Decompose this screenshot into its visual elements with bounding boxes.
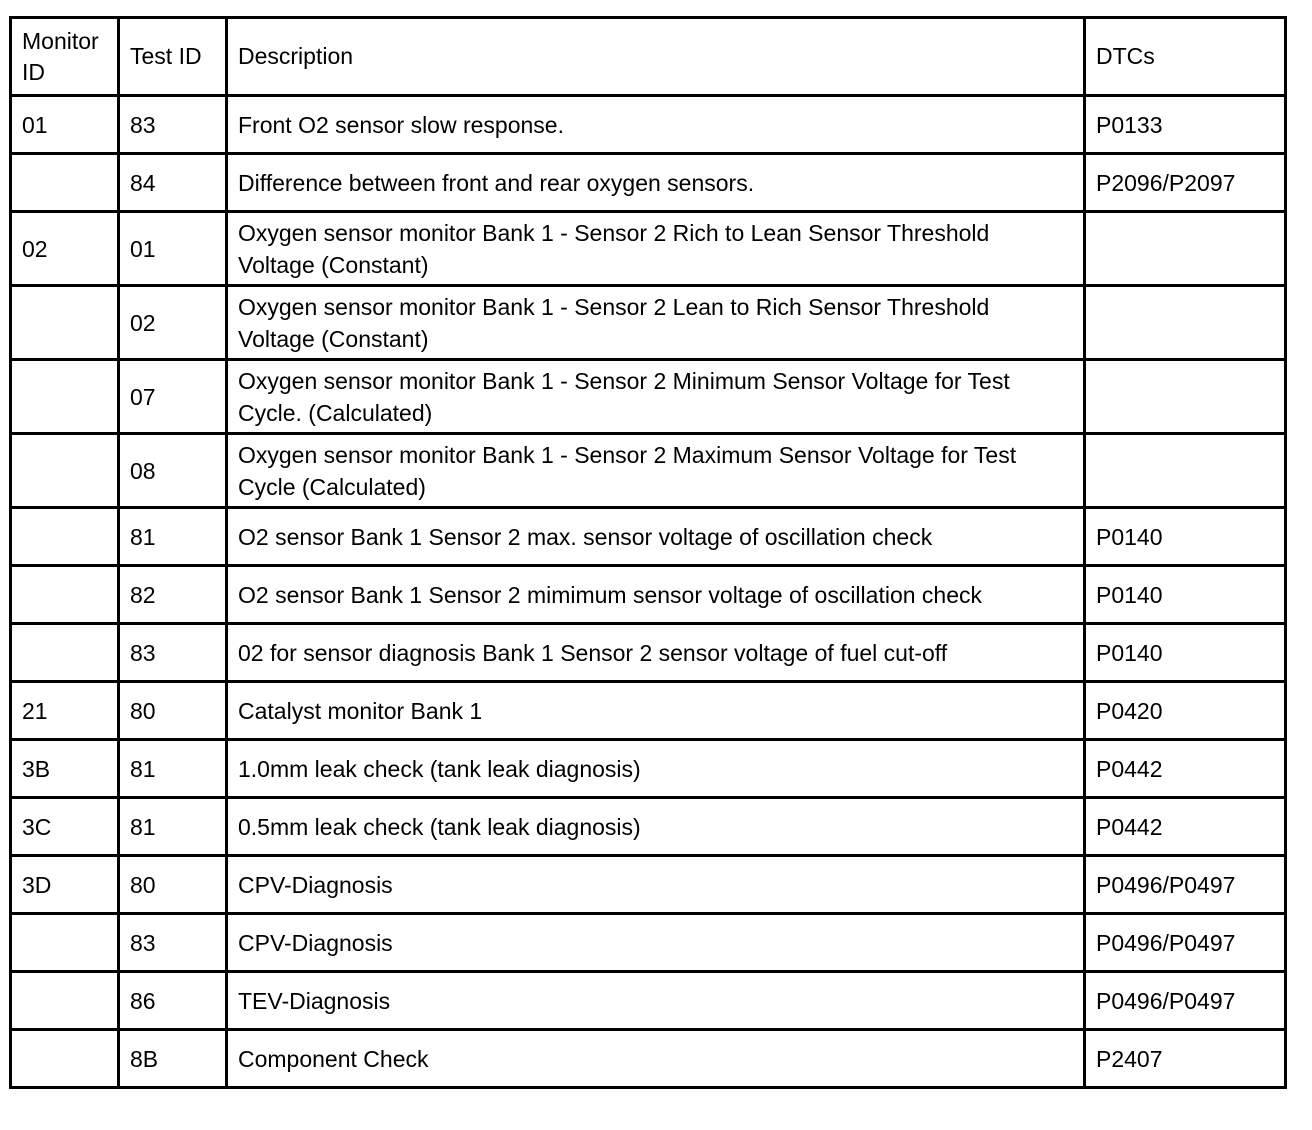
table-header-row [11,18,1286,96]
table-row [11,286,1286,360]
cell-dtcs: P0420 [1085,682,1286,740]
cell-monitor-id [11,434,119,508]
cell-description: 0.5mm leak check (tank leak diagnosis) [227,798,1085,856]
cell-dtcs [1085,212,1286,286]
cell-monitor-id: 01 [11,96,119,154]
cell-test-id: 86 [119,972,227,1030]
cell-monitor-id [11,1030,119,1088]
header-monitor-id: Monitor ID [11,18,119,96]
cell-test-id: 83 [119,96,227,154]
cell-dtcs [1085,360,1286,434]
cell-dtcs: P2407 [1085,1030,1286,1088]
cell-description: 02 for sensor diagnosis Bank 1 Sensor 2 sensor voltage of fuel cut-off [227,624,1085,682]
cell-dtcs: P2096/P2097 [1085,154,1286,212]
table-row [11,914,1286,972]
table-row [11,682,1286,740]
cell-test-id: 01 [119,212,227,286]
cell-monitor-id [11,972,119,1030]
cell-monitor-id [11,360,119,434]
table-row [11,212,1286,286]
cell-dtcs: P0496/P0497 [1085,856,1286,914]
cell-monitor-id [11,914,119,972]
cell-description: Component Check [227,1030,1085,1088]
cell-test-id: 81 [119,798,227,856]
cell-dtcs: P0442 [1085,798,1286,856]
cell-test-id: 08 [119,434,227,508]
cell-description: 1.0mm leak check (tank leak diagnosis) [227,740,1085,798]
cell-monitor-id: 21 [11,682,119,740]
cell-test-id: 84 [119,154,227,212]
monitor-test-table [9,16,1287,1089]
cell-test-id: 81 [119,508,227,566]
cell-monitor-id [11,286,119,360]
table-row [11,740,1286,798]
cell-monitor-id: 3B [11,740,119,798]
cell-monitor-id [11,624,119,682]
cell-description: TEV-Diagnosis [227,972,1085,1030]
cell-description: CPV-Diagnosis [227,856,1085,914]
table-row [11,508,1286,566]
cell-description: O2 sensor Bank 1 Sensor 2 mimimum sensor voltage of oscillation check [227,566,1085,624]
table-row [11,972,1286,1030]
cell-dtcs [1085,286,1286,360]
cell-test-id: 82 [119,566,227,624]
table-row [11,360,1286,434]
cell-dtcs: P0140 [1085,624,1286,682]
cell-description: O2 sensor Bank 1 Sensor 2 max. sensor voltage of oscillation check [227,508,1085,566]
cell-monitor-id [11,508,119,566]
table-row [11,154,1286,212]
cell-description: Oxygen sensor monitor Bank 1 - Sensor 2 Maximum Sensor Voltage for Test Cycle (Calculated) [227,434,1085,508]
cell-test-id: 80 [119,682,227,740]
cell-dtcs [1085,434,1286,508]
table-row [11,798,1286,856]
cell-dtcs: P0133 [1085,96,1286,154]
table-row [11,566,1286,624]
cell-description: Oxygen sensor monitor Bank 1 - Sensor 2 Rich to Lean Sensor Threshold Voltage (Constant) [227,212,1085,286]
cell-dtcs: P0140 [1085,566,1286,624]
cell-description: Oxygen sensor monitor Bank 1 - Sensor 2 Lean to Rich Sensor Threshold Voltage (Constant) [227,286,1085,360]
cell-monitor-id: 3C [11,798,119,856]
cell-test-id: 8B [119,1030,227,1088]
cell-test-id: 02 [119,286,227,360]
table-row [11,96,1286,154]
cell-description: Oxygen sensor monitor Bank 1 - Sensor 2 Minimum Sensor Voltage for Test Cycle. (Calculated) [227,360,1085,434]
cell-test-id: 83 [119,624,227,682]
cell-description: CPV-Diagnosis [227,914,1085,972]
header-description: Description [227,18,1085,96]
cell-description: Catalyst monitor Bank 1 [227,682,1085,740]
header-test-id: Test ID [119,18,227,96]
cell-description: Difference between front and rear oxygen sensors. [227,154,1085,212]
cell-dtcs: P0140 [1085,508,1286,566]
cell-dtcs: P0442 [1085,740,1286,798]
cell-test-id: 83 [119,914,227,972]
cell-monitor-id: 02 [11,212,119,286]
header-dtcs: DTCs [1085,18,1286,96]
cell-dtcs: P0496/P0497 [1085,972,1286,1030]
table-row [11,856,1286,914]
cell-monitor-id [11,154,119,212]
cell-monitor-id [11,566,119,624]
cell-test-id: 07 [119,360,227,434]
table-row [11,434,1286,508]
table-row [11,624,1286,682]
cell-description: Front O2 sensor slow response. [227,96,1085,154]
cell-dtcs: P0496/P0497 [1085,914,1286,972]
cell-test-id: 81 [119,740,227,798]
cell-monitor-id: 3D [11,856,119,914]
cell-test-id: 80 [119,856,227,914]
table-row [11,1030,1286,1088]
